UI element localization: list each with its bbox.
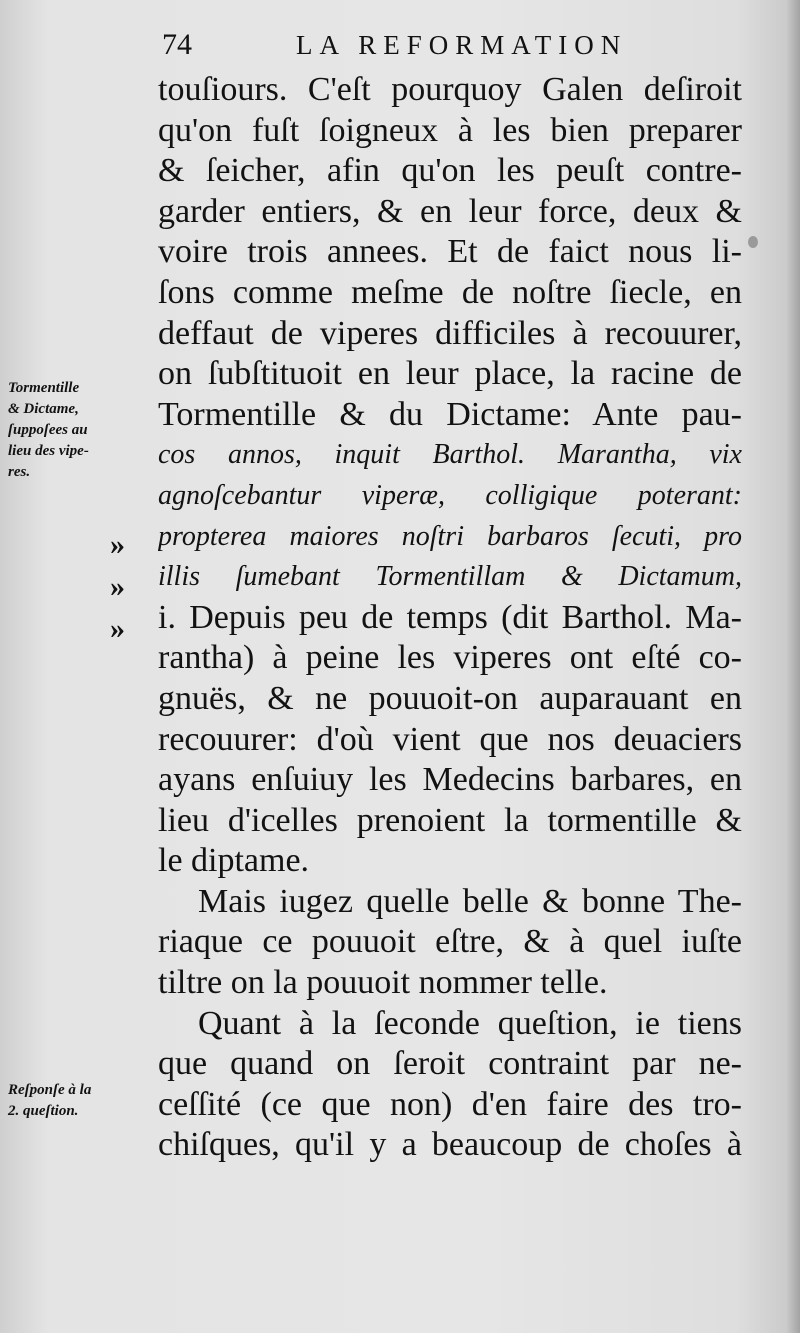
body-text (158, 70, 742, 1166)
text-line: on ſubſtituoit en leur place, la racine de (158, 355, 742, 393)
running-title: LA REFORMATION (296, 30, 628, 60)
margin-note-line: 2. queſtion. (8, 1103, 79, 1119)
text-line: i. Depuis peu de temps (dit Barthol. Ma- (158, 598, 742, 636)
text-line: gnuës, & ne pouuoit-on auparauant en (158, 679, 742, 717)
text-line: lieu d'icelles prenoient la tormentille & (158, 801, 742, 839)
text-line: Mais iugez quelle belle & bonne The- (198, 882, 742, 920)
margin-note-line: Tormentille (8, 380, 80, 396)
text-line: chiſques, qu'il y a beaucoup de choſes à (158, 1126, 742, 1164)
text-line: recouurer: d'où vient que nos deuaciers (158, 720, 742, 758)
text-line: deffaut de viperes difficiles à recouurer, (158, 314, 742, 352)
text-line: Quant à la ſeconde queſtion, ie tiens (198, 1004, 742, 1042)
text-line: ceſſité (ce que non) d'en faire des tro- (158, 1085, 742, 1123)
latin-quote-line: illis ſumebant Tormentillam & Dictamum, (158, 561, 742, 593)
margin-note-reponse (8, 1080, 158, 1122)
text-line: voire trois annees. Et de faict nous li- (158, 233, 742, 271)
text-line: ſons comme meſme de noſtre ſiecle, en (158, 273, 742, 311)
text-line: riaque ce pouuoit eſtre, & à quel iuſte (158, 923, 742, 961)
text-line: touſiours. C'eſt pourquoy Galen deſiroit (158, 71, 742, 108)
text-line: & ſeicher, afin qu'on les peuſt contre- (158, 152, 742, 190)
latin-quote-line: cos annos, inquit Barthol. Marantha, vix (158, 439, 742, 471)
page-header (158, 28, 738, 70)
text-line: garder entiers, & en leur force, deux & (158, 192, 742, 230)
margin-note-line: Reſponſe à la (8, 1082, 92, 1098)
text-line: qu'on fuſt ſoigneux à les bien preparer (158, 111, 742, 149)
quotation-mark: » (110, 528, 125, 561)
page-edge-shadow (786, 0, 800, 1333)
ink-spot (748, 236, 758, 248)
margin-note-line: ſuppoſees au (8, 422, 88, 438)
margin-note-line: res. (8, 464, 31, 480)
text-line: tiltre on la pouuoit nommer telle. (158, 964, 608, 1002)
text-line: que quand on ſeroit contraint par ne- (158, 1045, 742, 1083)
quotation-mark: » (110, 612, 125, 645)
margin-note-line: & Dictame, (8, 401, 79, 417)
text-line: Tormentille & du Dictame: Ante pau- (158, 395, 742, 433)
text-line: rantha) à peine les viperes ont eſté co- (158, 639, 742, 677)
quotation-mark: » (110, 570, 125, 603)
margin-note-line: lieu des vipe- (8, 443, 89, 459)
latin-quote-line: agnoſcebantur viperæ, colligique poterant: (158, 479, 742, 511)
text-line: ayans enſuiuy les Medecins barbares, en (158, 761, 742, 799)
latin-quote-line: propterea maiores noſtri barbaros ſecuti, pro (158, 520, 742, 552)
page-number: 74 (162, 28, 192, 61)
text-line: le diptame. (158, 842, 310, 880)
margin-note-tormentille (8, 378, 158, 483)
